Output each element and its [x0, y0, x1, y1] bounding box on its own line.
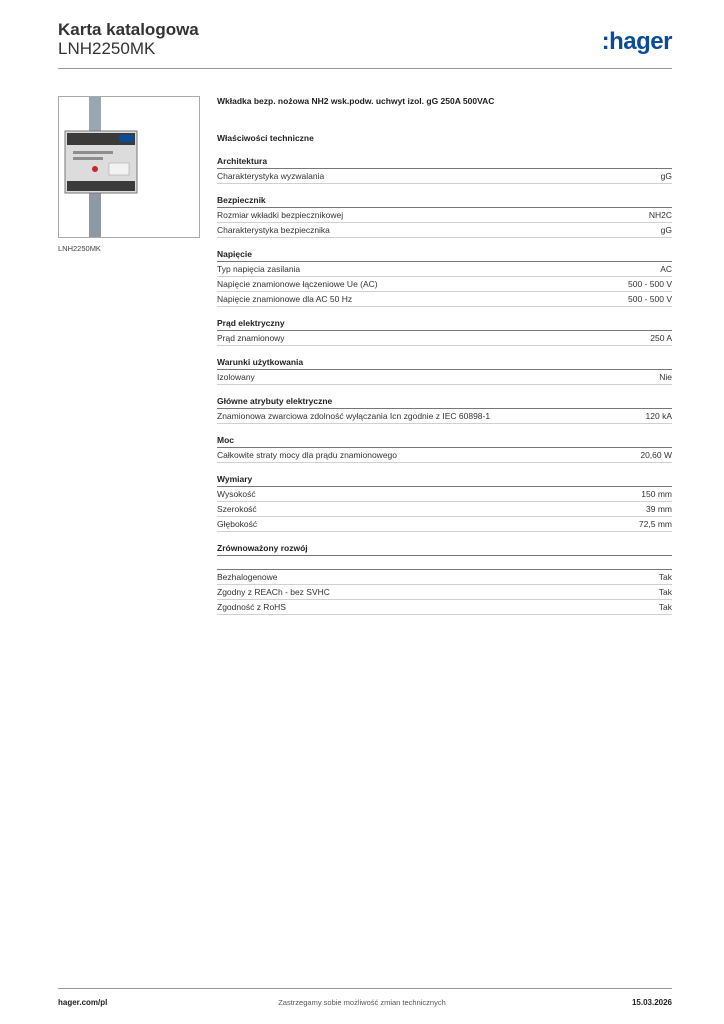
section-heading: Warunki użytkowania	[217, 356, 672, 370]
spec-row	[217, 169, 672, 184]
spec-row	[217, 223, 672, 238]
spec-value: Tak	[658, 587, 672, 597]
spec-value: Tak	[658, 602, 672, 612]
spec-label: Zgodny z REACh - bez SVHC	[217, 587, 330, 597]
spec-label: Całkowite straty mocy dla prądu znamionowego	[217, 450, 398, 460]
section-heading: Prąd elektryczny	[217, 317, 672, 331]
spec-value: AC	[660, 264, 672, 274]
section-architektura	[217, 155, 672, 184]
spec-row	[217, 570, 672, 585]
footer-divider	[58, 988, 672, 989]
section-moc	[217, 434, 672, 463]
section-heading: Architektura	[217, 155, 672, 169]
section-bezpiecznik	[217, 194, 672, 238]
logo-text: hager	[609, 28, 672, 55]
section-warunki	[217, 356, 672, 385]
spec-row	[217, 585, 672, 600]
spec-label: Prąd znamionowy	[217, 333, 285, 343]
spec-label: Znamionowa zwarciowa zdolność wyłączania Icn zgodnie z IEC 60898-1	[217, 411, 491, 421]
spec-row	[217, 409, 672, 424]
spec-row	[217, 262, 672, 277]
spec-row	[217, 292, 672, 307]
spec-label: Charakterystyka bezpiecznika	[217, 225, 330, 235]
spec-label: Wysokość	[217, 489, 256, 499]
spec-label: Głębokość	[217, 519, 258, 529]
footer-website-link[interactable]: hager.com/pl	[58, 998, 108, 1007]
spec-label: Szerokość	[217, 504, 257, 514]
spec-value: NH2C	[648, 210, 672, 220]
fuse-illustration	[59, 97, 199, 237]
product-code-heading: LNH2250MK	[58, 39, 156, 58]
spec-value: 20,60 W	[640, 450, 672, 460]
section-wymiary	[217, 473, 672, 532]
section-heading: Zrównoważony rozwój	[217, 542, 672, 556]
spec-value: 250 A	[650, 333, 672, 343]
section-heading: Bezpiecznik	[217, 194, 672, 208]
section-divider	[217, 556, 672, 570]
spec-label: Izolowany	[217, 372, 255, 382]
spec-row	[217, 277, 672, 292]
section-atrybuty	[217, 395, 672, 424]
footer-disclaimer: Zastrzegamy sobie możliwość zmian technicznych	[278, 998, 446, 1007]
spec-label: Rozmiar wkładki bezpiecznikowej	[217, 210, 344, 220]
product-image-caption: LNH2250MK	[58, 244, 101, 253]
spec-row	[217, 448, 672, 463]
spec-row	[217, 370, 672, 385]
section-zrownowazony	[217, 542, 672, 615]
spec-label: Charakterystyka wyzwalania	[217, 171, 325, 181]
spec-label: Napięcie znamionowe łączeniowe Ue (AC)	[217, 279, 378, 289]
section-napiecie	[217, 248, 672, 307]
hager-logo	[602, 28, 672, 56]
section-prad	[217, 317, 672, 346]
logo-prefix: :	[601, 28, 610, 55]
spec-row	[217, 517, 672, 532]
section-heading: Napięcie	[217, 248, 672, 262]
spec-label: Typ napięcia zasilania	[217, 264, 301, 274]
spec-row	[217, 600, 672, 615]
product-description: Wkładka bezp. nożowa NH2 wsk.podw. uchwyt izol. gG 250A 500VAC	[217, 96, 495, 106]
spec-value: 150 mm	[641, 489, 672, 499]
spec-row	[217, 502, 672, 517]
spec-label: Bezhalogenowe	[217, 572, 278, 582]
spec-value: 72,5 mm	[638, 519, 672, 529]
spec-value: 120 kA	[645, 411, 672, 421]
properties-title: Właściwości techniczne	[217, 133, 314, 143]
product-image	[58, 96, 200, 238]
spec-value: 500 - 500 V	[628, 279, 672, 289]
spec-row	[217, 208, 672, 223]
spec-label: Napięcie znamionowe dla AC 50 Hz	[217, 294, 353, 304]
spec-value: 500 - 500 V	[628, 294, 672, 304]
spec-value: gG	[660, 225, 672, 235]
spec-value: Nie	[659, 372, 672, 382]
section-heading: Moc	[217, 434, 672, 448]
technical-data	[217, 94, 672, 615]
spec-label: Zgodność z RoHS	[217, 602, 286, 612]
spec-value: Tak	[658, 572, 672, 582]
section-heading: Wymiary	[217, 473, 672, 487]
spec-value: gG	[660, 171, 672, 181]
header-divider	[58, 68, 672, 69]
footer-date: 15.03.2026	[631, 998, 672, 1007]
section-heading: Główne atrybuty elektryczne	[217, 395, 672, 409]
page-title: Karta katalogowa	[58, 20, 199, 39]
spec-row	[217, 487, 672, 502]
spec-value: 39 mm	[646, 504, 672, 514]
spec-row	[217, 331, 672, 346]
